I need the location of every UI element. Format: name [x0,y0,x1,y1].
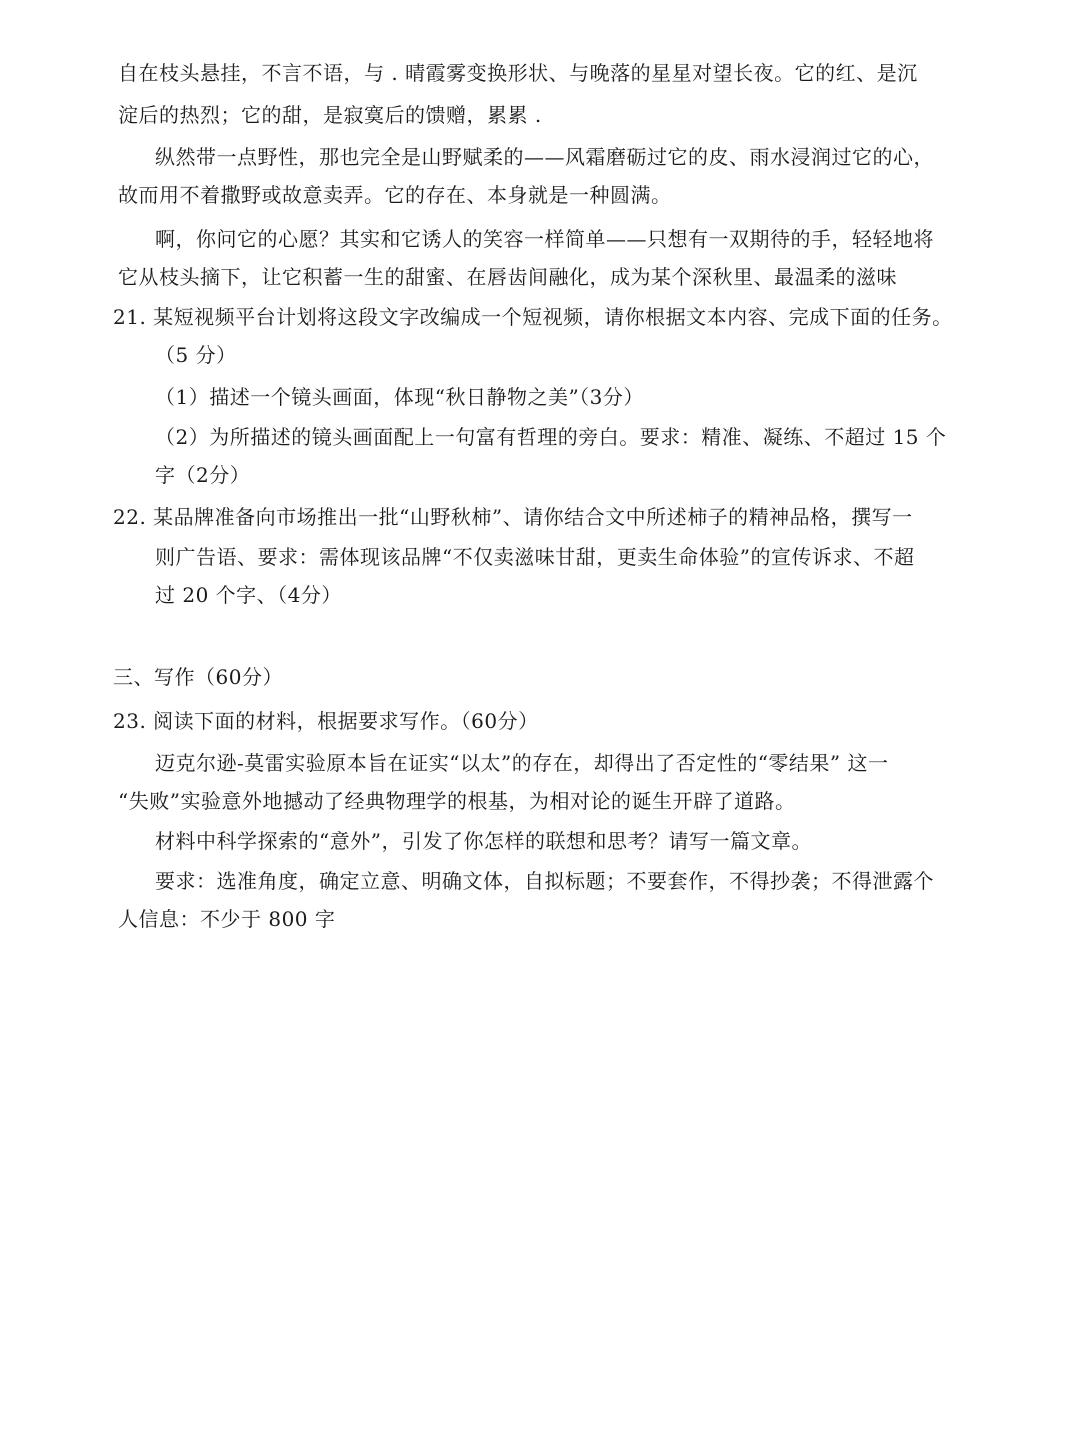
question-23-material-line1: 迈克尔逊-莫雷实验原本旨在证实“以太”的存在，却得出了否定性的“零结果” 这一 [155,751,889,775]
passage-p1-line1: 自在枝头悬挂，不言不语，与 . 晴霞雾变换形状、与晚落的星星对望长夜。它的红、是沉 [118,61,918,85]
question-22 [113,502,913,532]
question-22-line3: 过 20 个字、（4分） [155,583,342,607]
question-21 [113,302,953,332]
question-23-requirements-line1: 要求：选准角度，确定立意、明确文体，自拟标题；不要套作，不得抄袭；不得泄露个 [155,869,934,893]
question-21-score: （5 分） [155,343,237,367]
question-23-prompt: 材料中科学探索的“意外”，引发了你怎样的联想和思考？请写一篇文章。 [155,829,812,853]
question-21-sub1: （1）描述一个镜头画面，体现“秋日静物之美”（3分） [155,385,644,409]
question-21-sub2-line1: （2）为所描述的镜头画面配上一句富有哲理的旁白。要求：精准、凝练、不超过 15 个 [155,425,947,449]
question-21-sub2-line2: 字（2分） [155,463,251,487]
question-23-material-line2: “失败”实验意外地撼动了经典物理学的根基，为相对论的诞生开辟了道路。 [118,789,796,813]
question-23-stem: 阅读下面的材料，根据要求写作。（60分） [153,709,539,733]
question-22-line2: 则广告语、要求：需体现该品牌“不仅卖滋味甘甜，更卖生命体验”的宣传诉求、不超 [155,545,915,569]
question-21-stem: 某短视频平台计划将这段文字改编成一个短视频，请你根据文本内容、完成下面的任务。 [153,305,953,329]
passage-p2-line2: 故而用不着撒野或故意卖弄。它的存在、本身就是一种圆满。 [118,183,672,207]
question-21-number: 21. [113,305,147,329]
passage-p2-line1: 纵然带一点野性，那也完全是山野赋柔的——风霜磨砺过它的皮、雨水浸润过它的心， [155,145,934,169]
passage-p3-line1: 啊，你问它的心愿？其实和它诱人的笑容一样简单——只想有一双期待的手，轻轻地将 [155,227,934,251]
question-23 [113,706,539,736]
question-23-requirements-line2: 人信息：不少于 800 字 [118,907,336,931]
question-23-number: 23. [113,709,147,733]
question-22-number: 22. [113,505,147,529]
passage-p3-line2: 它从枝头摘下，让它积蓄一生的甜蜜、在唇齿间融化，成为某个深秋里、最温柔的滋味 [118,265,897,289]
passage-p1-line2: 淀后的热烈；它的甜，是寂寞后的馈赠，累累 . [118,103,542,127]
question-22-line1: 某品牌准备向市场推出一批“山野秋柿”、请你结合文中所述柿子的精神品格，撰写一 [153,505,913,529]
section-writing-title: 三、写作（60分） [113,665,283,689]
